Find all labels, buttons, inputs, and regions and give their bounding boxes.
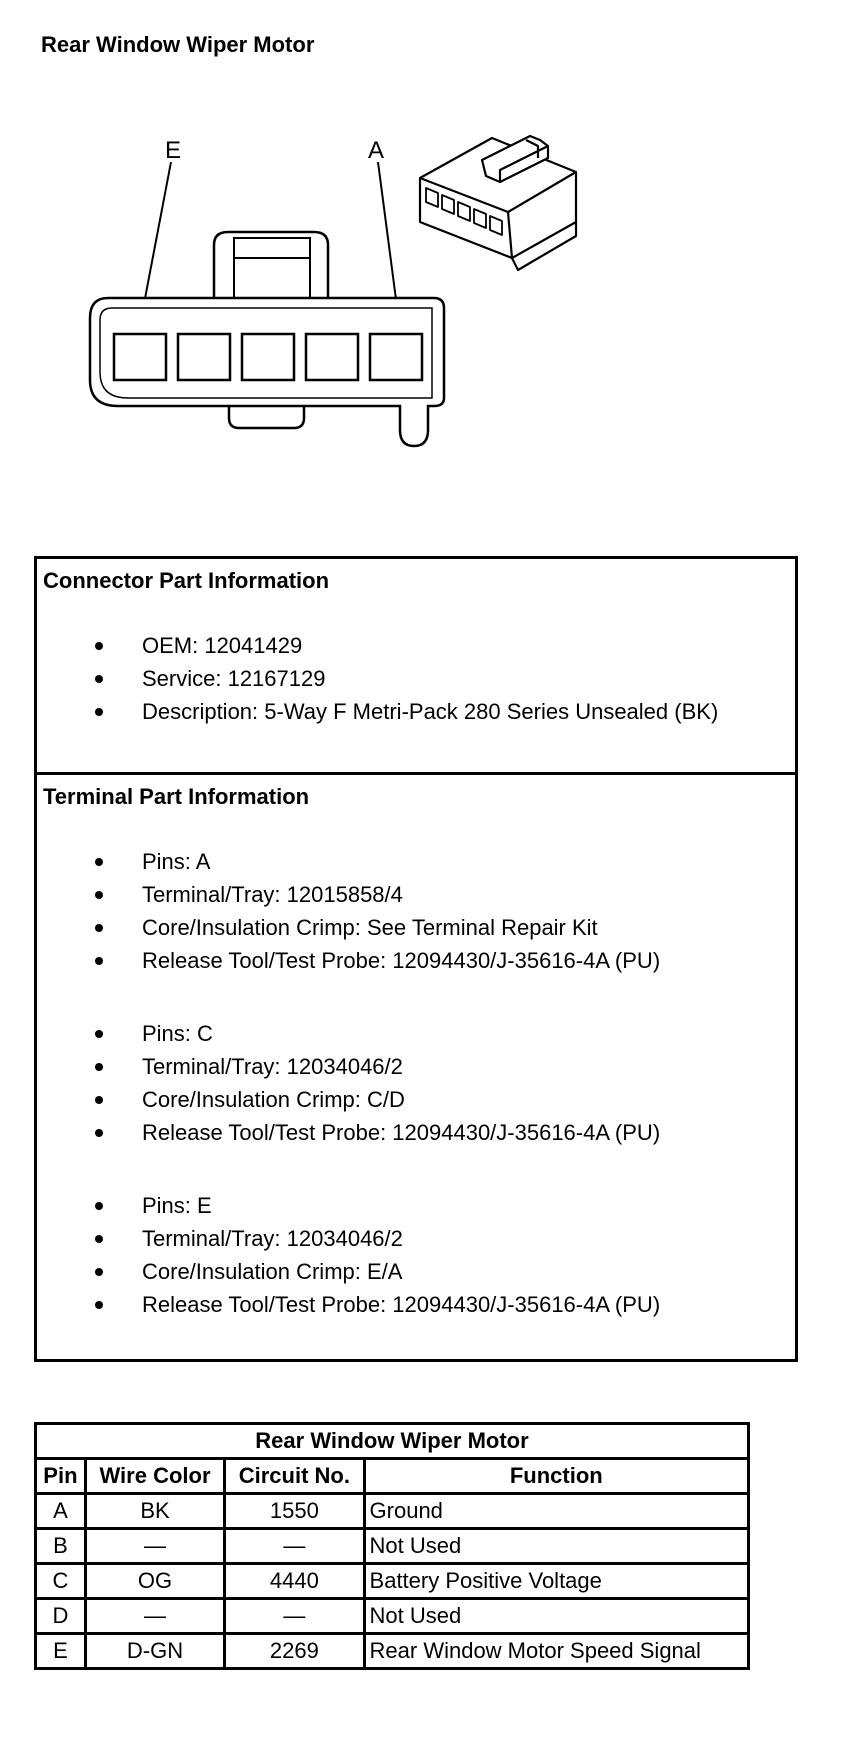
table-cell: D [36, 1599, 86, 1634]
cavity-e [114, 334, 166, 380]
cavity-b [306, 334, 358, 380]
list-item: Release Tool/Test Probe: 12094430/J-35616-4A (PU) [37, 1288, 795, 1321]
table-cell: BK [85, 1494, 224, 1529]
list-item: Description: 5-Way F Metri-Pack 280 Series Unsealed (BK) [37, 695, 795, 728]
list-item: Service: 12167129 [37, 662, 795, 695]
table-row [36, 1634, 749, 1669]
table-cell: Rear Window Motor Speed Signal [364, 1634, 748, 1669]
list-item: Core/Insulation Crimp: C/D [37, 1083, 795, 1116]
table-cell: E [36, 1634, 86, 1669]
list-item: Release Tool/Test Probe: 12094430/J-35616-4A (PU) [37, 944, 795, 977]
table-cell: 2269 [225, 1634, 364, 1669]
list-item: Pins: A [37, 845, 795, 878]
table-cell: 4440 [225, 1564, 364, 1599]
table-row [36, 1494, 749, 1529]
part-info-box [34, 556, 798, 1362]
cavity-a [370, 334, 422, 380]
list-item: Core/Insulation Crimp: E/A [37, 1255, 795, 1288]
terminal-part-heading: Terminal Part Information [43, 784, 310, 809]
table-row [36, 1599, 749, 1634]
list-item: Terminal/Tray: 12034046/2 [37, 1050, 795, 1083]
column-header-pin: Pin [36, 1459, 86, 1494]
terminal-group-e [37, 1189, 795, 1321]
list-item: Terminal/Tray: 12034046/2 [37, 1222, 795, 1255]
table-cell: Ground [364, 1494, 748, 1529]
table-cell: — [85, 1599, 224, 1634]
list-item: Release Tool/Test Probe: 12094430/J-35616-4A (PU) [37, 1116, 795, 1149]
connector-part-heading: Connector Part Information [43, 568, 330, 593]
pin-table [34, 1422, 750, 1670]
table-row [36, 1564, 749, 1599]
table-cell: — [85, 1529, 224, 1564]
connector-diagram [0, 120, 864, 480]
list-item: Terminal/Tray: 12015858/4 [37, 878, 795, 911]
page-title: Rear Window Wiper Motor [41, 32, 315, 57]
column-header-wire-color: Wire Color [85, 1459, 224, 1494]
list-item: OEM: 12041429 [37, 629, 795, 662]
cavity-c [242, 334, 294, 380]
pin-label-e: E [165, 137, 182, 164]
pin-label-a: A [368, 137, 385, 164]
connector-part-list [37, 629, 795, 728]
terminal-group-a [37, 845, 795, 977]
table-cell: Not Used [364, 1599, 748, 1634]
connector-part-section [37, 559, 795, 775]
cavity-d [178, 334, 230, 380]
table-cell: — [225, 1529, 364, 1564]
terminal-group-c [37, 1017, 795, 1149]
table-cell: C [36, 1564, 86, 1599]
list-item: Pins: C [37, 1017, 795, 1050]
table-row [36, 1529, 749, 1564]
table-cell: Not Used [364, 1529, 748, 1564]
pin-table-caption: Rear Window Wiper Motor [36, 1424, 749, 1459]
table-cell: OG [85, 1564, 224, 1599]
list-item: Core/Insulation Crimp: See Terminal Repair Kit [37, 911, 795, 944]
table-cell: D-GN [85, 1634, 224, 1669]
table-cell: A [36, 1494, 86, 1529]
connector-iso-view [420, 136, 576, 270]
column-header-function: Function [364, 1459, 748, 1494]
column-header-circuit-no: Circuit No. [225, 1459, 364, 1494]
table-cell: B [36, 1529, 86, 1564]
table-cell: 1550 [225, 1494, 364, 1529]
list-item: Pins: E [37, 1189, 795, 1222]
table-cell: — [225, 1599, 364, 1634]
table-cell: Battery Positive Voltage [364, 1564, 748, 1599]
